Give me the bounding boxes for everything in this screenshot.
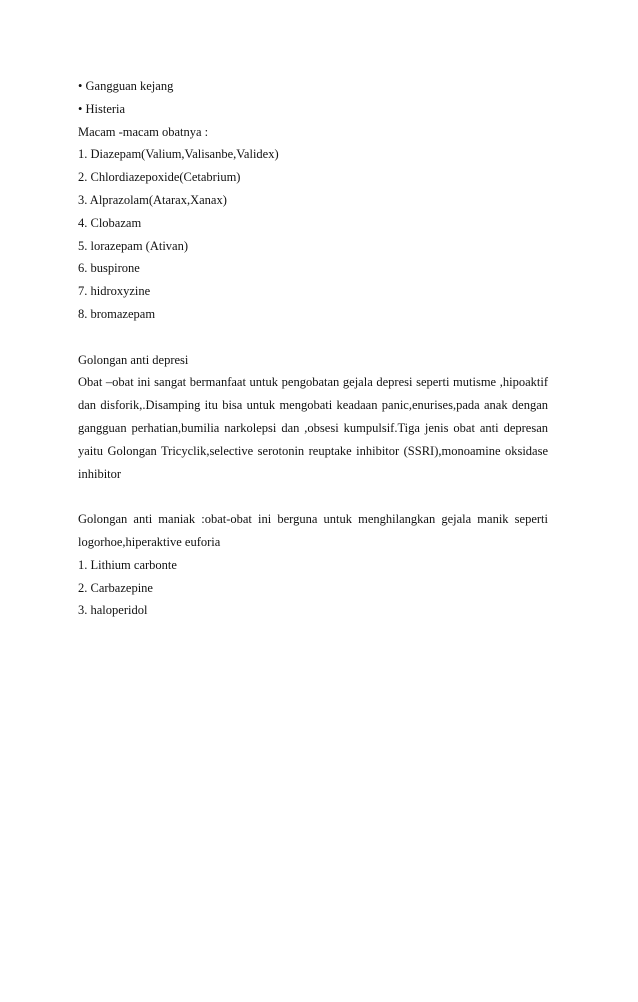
drug-list-item: 8. bromazepam xyxy=(78,306,156,321)
paragraph-spacer xyxy=(78,326,558,349)
drug-list-item: 4. Clobazam xyxy=(78,215,142,230)
drug-list-item: 1. Diazepam(Valium,Valisanbe,Validex) xyxy=(78,147,279,162)
drug-list-title: Macam -macam obatnya : xyxy=(78,124,209,139)
antimaniak-list-item: 1. Lithium carbonte xyxy=(78,557,177,572)
drug-list-item: 5. lorazepam (Ativan) xyxy=(78,238,189,253)
section-heading-anti-depresi: Golongan anti depresi xyxy=(78,352,189,367)
document-page xyxy=(78,75,558,622)
drug-list-item: 2. Chlordiazepoxide(Cetabrium) xyxy=(78,170,241,185)
paragraph-anti-maniak: Golongan anti maniak :obat-obat ini berguna untuk menghilangkan gejala manik seperti logorhoe,hiperaktive euforia xyxy=(78,512,548,549)
antimaniak-list-item: 3. haloperidol xyxy=(78,603,148,618)
drug-list-item: 7. hidroxyzine xyxy=(78,284,151,299)
drug-list-item: 6. buspirone xyxy=(78,261,140,276)
paragraph-spacer xyxy=(78,485,558,508)
antimaniak-list-item: 2. Carbazepine xyxy=(78,580,153,595)
paragraph-anti-depresi: Obat –obat ini sangat bermanfaat untuk pengobatan gejala depresi seperti mutisme ,hipoaktif dan disforik,.Disamping itu bisa untuk mengobati keadaan panic,enurises,pada anak dengan gangguan perhatian,bumilia narkolepsi dan ,obsesi kumpulsif.Tiga jenis obat anti depresan yaitu Golongan Tricyclik,selective serotonin reuptake inhibitor (SSRI),monoamine oksidase inhibitor xyxy=(78,375,548,481)
bullet-item-histeria: • Histeria xyxy=(78,101,126,116)
bullet-item-gangguan-kejang: • Gangguan kejang xyxy=(78,79,174,93)
drug-list-item: 3. Alprazolam(Atarax,Xanax) xyxy=(78,192,227,207)
